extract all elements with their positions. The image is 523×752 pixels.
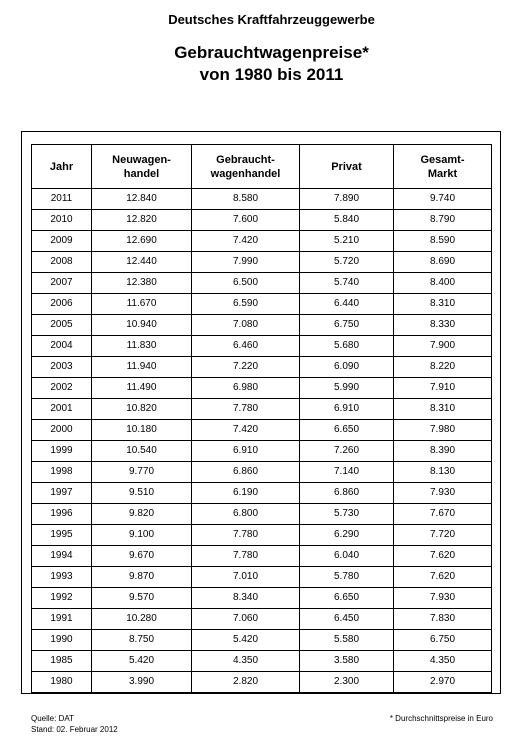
- table-cell: 6.800: [192, 504, 300, 525]
- date-text: Stand: 02. Februar 2012: [31, 725, 118, 734]
- column-header-line2: handel: [123, 167, 160, 180]
- table-cell: 6.860: [300, 483, 394, 504]
- table-row: [32, 588, 492, 609]
- table-cell: 8.130: [394, 462, 492, 483]
- column-header: [92, 145, 192, 189]
- table-row: [32, 294, 492, 315]
- table-cell: 8.390: [394, 441, 492, 462]
- table-cell: 2002: [32, 378, 92, 399]
- table-cell: 9.770: [92, 462, 192, 483]
- table-cell: 8.220: [394, 357, 492, 378]
- footnote: * Durchschnittspreise in Euro: [389, 714, 493, 723]
- table-cell: 2001: [32, 399, 92, 420]
- table-cell: 1996: [32, 504, 92, 525]
- table-cell: 2010: [32, 210, 92, 231]
- table-cell: 6.460: [192, 336, 300, 357]
- table-cell: 8.310: [394, 294, 492, 315]
- table-cell: 2003: [32, 357, 92, 378]
- table-cell: 6.650: [300, 420, 394, 441]
- table-cell: 7.140: [300, 462, 394, 483]
- table-cell: 9.870: [92, 567, 192, 588]
- table-cell: 1993: [32, 567, 92, 588]
- table-cell: 7.620: [394, 567, 492, 588]
- table-cell: 8.790: [394, 210, 492, 231]
- table-cell: 1992: [32, 588, 92, 609]
- footer-source: [31, 713, 118, 735]
- table-row: [32, 399, 492, 420]
- table-cell: 7.220: [192, 357, 300, 378]
- table-cell: 11.940: [92, 357, 192, 378]
- table-cell: 1995: [32, 525, 92, 546]
- document-title: [0, 42, 523, 86]
- table-cell: 7.980: [394, 420, 492, 441]
- table-cell: 9.670: [92, 546, 192, 567]
- table-cell: 1980: [32, 672, 92, 693]
- table-cell: 8.750: [92, 630, 192, 651]
- table-cell: 6.590: [192, 294, 300, 315]
- table-row: [32, 609, 492, 630]
- table-row: [32, 336, 492, 357]
- table-cell: 8.340: [192, 588, 300, 609]
- table-cell: 7.930: [394, 483, 492, 504]
- table-cell: 7.010: [192, 567, 300, 588]
- table-cell: 9.510: [92, 483, 192, 504]
- table-cell: 12.820: [92, 210, 192, 231]
- table-cell: 8.400: [394, 273, 492, 294]
- table-cell: 12.440: [92, 252, 192, 273]
- table-cell: 2008: [32, 252, 92, 273]
- column-header-line2: Markt: [427, 167, 458, 180]
- table-cell: 2000: [32, 420, 92, 441]
- column-header-line1: Gesamt-: [420, 153, 465, 166]
- table-cell: 5.740: [300, 273, 394, 294]
- table-cell: 10.280: [92, 609, 192, 630]
- organization-heading: Deutsches Kraftfahrzeuggewerbe: [168, 12, 375, 27]
- table-cell: 11.490: [92, 378, 192, 399]
- table-cell: 9.740: [394, 189, 492, 210]
- table-cell: 7.990: [192, 252, 300, 273]
- table-cell: 2.300: [300, 672, 394, 693]
- table-cell: 8.580: [192, 189, 300, 210]
- table-cell: 10.940: [92, 315, 192, 336]
- table-cell: 6.090: [300, 357, 394, 378]
- table-cell: 6.650: [300, 588, 394, 609]
- table-cell: 10.180: [92, 420, 192, 441]
- table-cell: 1998: [32, 462, 92, 483]
- table-cell: 5.730: [300, 504, 394, 525]
- table-cell: 7.600: [192, 210, 300, 231]
- column-header-line1: Gebraucht-: [216, 153, 275, 166]
- table-row: [32, 210, 492, 231]
- price-table: [31, 144, 492, 693]
- table-row: [32, 231, 492, 252]
- table-cell: 10.820: [92, 399, 192, 420]
- table-row: [32, 441, 492, 462]
- title-line-2: von 1980 bis 2011: [199, 65, 344, 84]
- table-cell: 2006: [32, 294, 92, 315]
- table-cell: 6.500: [192, 273, 300, 294]
- table-cell: 2011: [32, 189, 92, 210]
- table-cell: 7.060: [192, 609, 300, 630]
- table-cell: 7.910: [394, 378, 492, 399]
- table-row: [32, 672, 492, 693]
- title-line-1: Gebrauchtwagenpreise*: [174, 43, 369, 62]
- table-row: [32, 252, 492, 273]
- table-cell: 5.780: [300, 567, 394, 588]
- table-cell: 5.420: [192, 630, 300, 651]
- table-cell: 12.690: [92, 231, 192, 252]
- table-row: [32, 630, 492, 651]
- table-row: [32, 420, 492, 441]
- table-cell: 4.350: [394, 651, 492, 672]
- table-cell: 5.990: [300, 378, 394, 399]
- table-cell: 7.780: [192, 399, 300, 420]
- table-row: [32, 546, 492, 567]
- table-cell: 2009: [32, 231, 92, 252]
- source-text: Quelle: DAT: [31, 714, 74, 723]
- table-cell: 6.290: [300, 525, 394, 546]
- table-cell: 1999: [32, 441, 92, 462]
- table-cell: 8.690: [394, 252, 492, 273]
- table-cell: 2005: [32, 315, 92, 336]
- table-cell: 5.680: [300, 336, 394, 357]
- column-header-line2: wagenhandel: [210, 167, 281, 180]
- table-cell: 5.210: [300, 231, 394, 252]
- table-cell: 6.910: [192, 441, 300, 462]
- table-cell: 2004: [32, 336, 92, 357]
- table-cell: 5.420: [92, 651, 192, 672]
- table-cell: 7.260: [300, 441, 394, 462]
- table-cell: 6.750: [300, 315, 394, 336]
- column-header: [192, 145, 300, 189]
- table-cell: 7.830: [394, 609, 492, 630]
- column-header: [300, 145, 394, 189]
- table-cell: 7.780: [192, 546, 300, 567]
- table-cell: 7.930: [394, 588, 492, 609]
- table-cell: 2.970: [394, 672, 492, 693]
- column-header: [394, 145, 492, 189]
- table-cell: 6.860: [192, 462, 300, 483]
- table-cell: 5.840: [300, 210, 394, 231]
- table-row: [32, 567, 492, 588]
- table-cell: 11.830: [92, 336, 192, 357]
- table-row: [32, 273, 492, 294]
- table-row: [32, 462, 492, 483]
- table-cell: 6.450: [300, 609, 394, 630]
- table-cell: 7.890: [300, 189, 394, 210]
- table-cell: 10.540: [92, 441, 192, 462]
- table-cell: 1994: [32, 546, 92, 567]
- column-header: [32, 145, 92, 189]
- table-cell: 3.580: [300, 651, 394, 672]
- table-cell: 12.380: [92, 273, 192, 294]
- table-row: [32, 378, 492, 399]
- table-cell: 8.590: [394, 231, 492, 252]
- table-cell: 7.420: [192, 231, 300, 252]
- table-cell: 2007: [32, 273, 92, 294]
- table-cell: 1990: [32, 630, 92, 651]
- table-cell: 2.820: [192, 672, 300, 693]
- table-cell: 6.190: [192, 483, 300, 504]
- table-row: [32, 525, 492, 546]
- table-cell: 9.570: [92, 588, 192, 609]
- table-cell: 5.720: [300, 252, 394, 273]
- table-row: [32, 357, 492, 378]
- table-cell: 7.900: [394, 336, 492, 357]
- table-row: [32, 651, 492, 672]
- table-cell: 6.440: [300, 294, 394, 315]
- table-cell: 6.910: [300, 399, 394, 420]
- table-row: [32, 315, 492, 336]
- table-cell: 7.670: [394, 504, 492, 525]
- table-cell: 7.420: [192, 420, 300, 441]
- table-cell: 6.040: [300, 546, 394, 567]
- column-header-line1: Neuwagen-: [112, 153, 171, 166]
- table-row: [32, 504, 492, 525]
- table-header-row: [32, 145, 492, 189]
- table-row: [32, 189, 492, 210]
- table-body: [32, 189, 492, 693]
- table-cell: 11.670: [92, 294, 192, 315]
- table-cell: 1991: [32, 609, 92, 630]
- table-row: [32, 483, 492, 504]
- table-cell: 7.720: [394, 525, 492, 546]
- column-header-line1: Jahr: [49, 160, 74, 173]
- table-cell: 7.780: [192, 525, 300, 546]
- table-cell: 9.100: [92, 525, 192, 546]
- table-cell: 4.350: [192, 651, 300, 672]
- table-cell: 1985: [32, 651, 92, 672]
- table-cell: 6.750: [394, 630, 492, 651]
- table-cell: 8.330: [394, 315, 492, 336]
- table-cell: 5.580: [300, 630, 394, 651]
- table-cell: 6.980: [192, 378, 300, 399]
- table-cell: 1997: [32, 483, 92, 504]
- table-cell: 9.820: [92, 504, 192, 525]
- table-cell: 3.990: [92, 672, 192, 693]
- table-cell: 7.080: [192, 315, 300, 336]
- table-cell: 7.620: [394, 546, 492, 567]
- table-cell: 8.310: [394, 399, 492, 420]
- column-header-line1: Privat: [331, 160, 362, 173]
- table-cell: 12.840: [92, 189, 192, 210]
